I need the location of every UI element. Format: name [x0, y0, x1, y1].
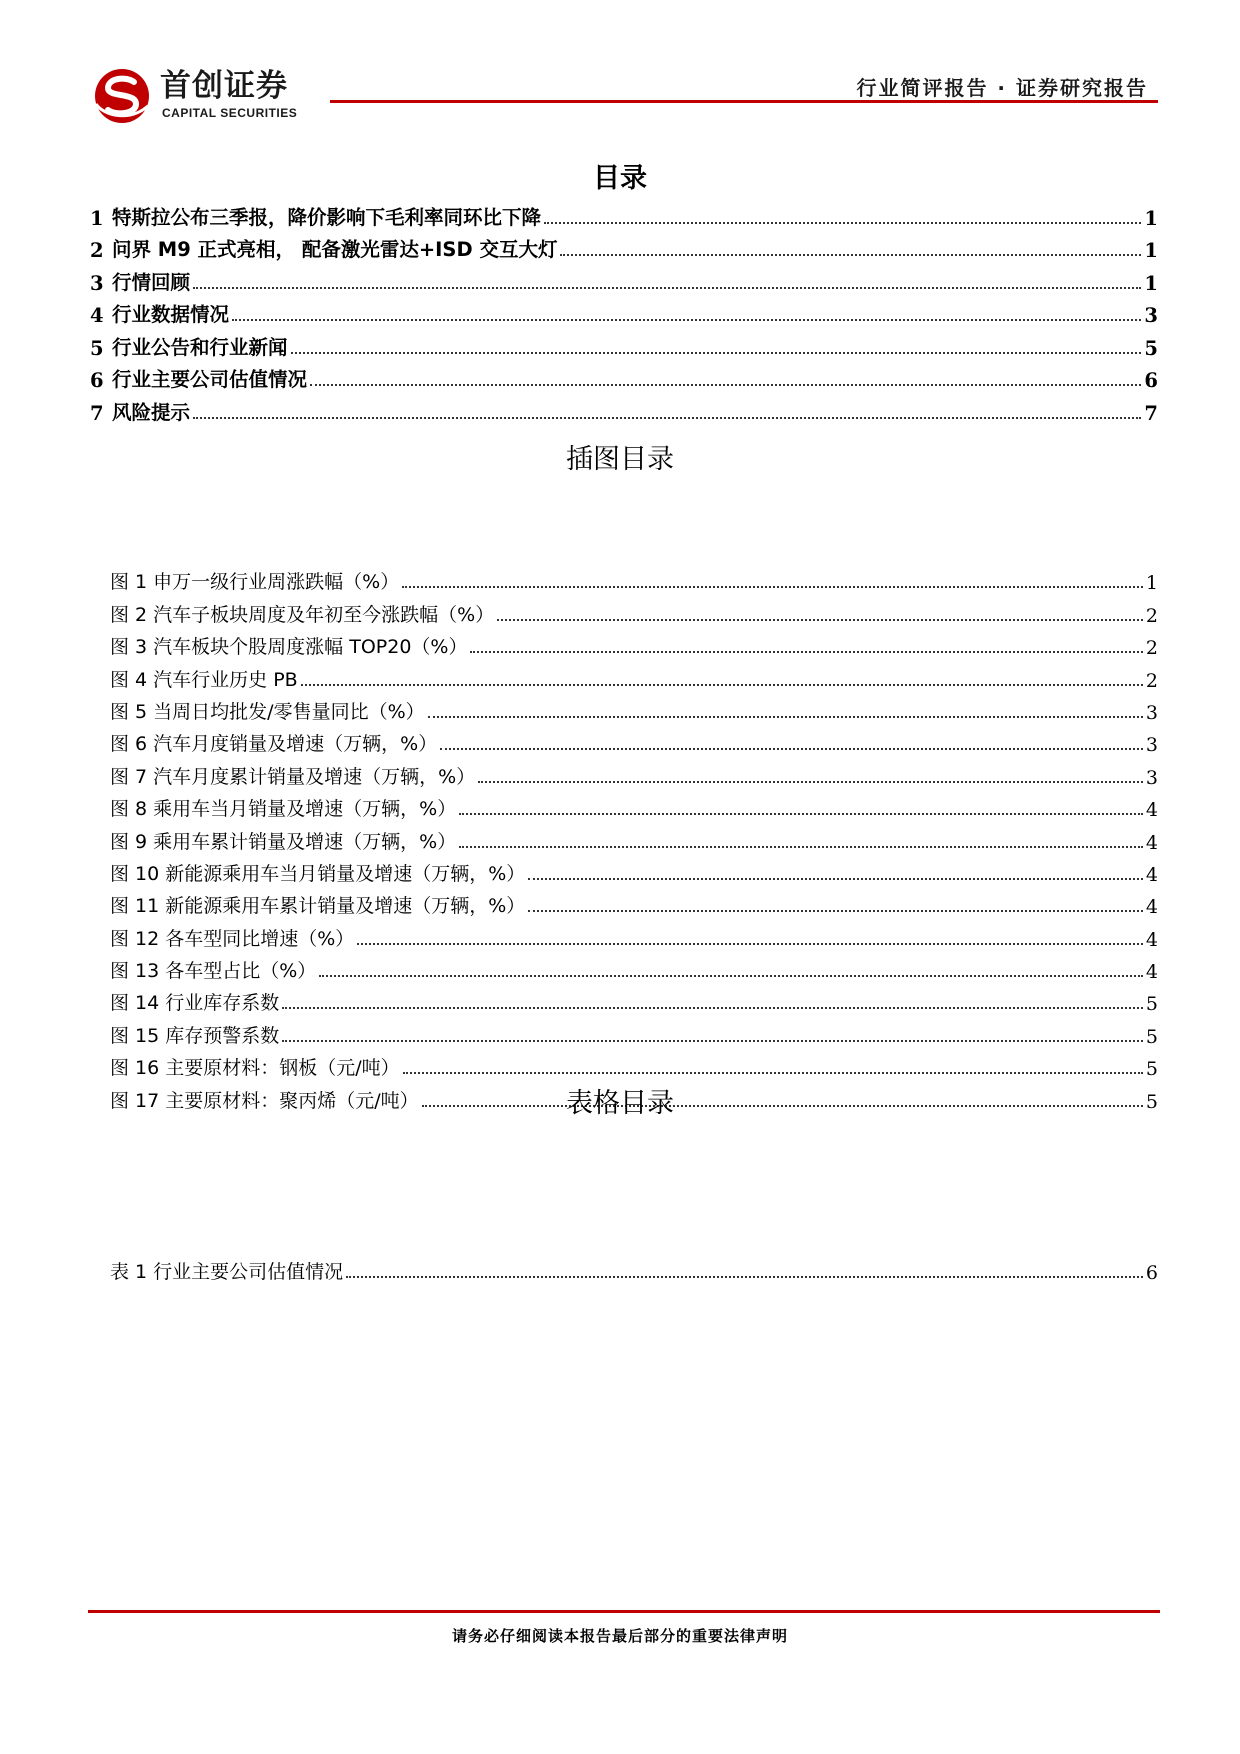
- dot-leader: [497, 619, 1143, 621]
- dot-leader: [478, 781, 1143, 783]
- header-divider: [330, 100, 1158, 103]
- toc-entry[interactable]: [90, 230, 1158, 263]
- toc-entry[interactable]: [110, 1048, 1158, 1080]
- dot-leader: [528, 910, 1143, 912]
- toc-entry-page: 1: [1145, 572, 1158, 595]
- toc-title: 目录: [593, 163, 647, 194]
- toc-entry[interactable]: [110, 659, 1158, 691]
- toc-entry-page: 5: [1145, 1025, 1158, 1048]
- toc-entry-title: 表 1 行业主要公司估值情况: [110, 1261, 344, 1283]
- dot-leader: [291, 352, 1142, 354]
- footer-divider: [88, 1610, 1160, 1613]
- toc-entry[interactable]: [110, 1015, 1158, 1047]
- toc-entry[interactable]: [110, 983, 1158, 1015]
- toc-entry[interactable]: [90, 327, 1158, 360]
- toc-entry-title: 图 16 主要原材料：钢板（元/吨）: [110, 1057, 400, 1080]
- toc-entry-title: 图 13 各车型占比（%）: [110, 960, 317, 983]
- toc-entry[interactable]: [90, 392, 1158, 425]
- dot-leader: [319, 975, 1143, 977]
- toc-entry-title: 行业公告和行业新闻: [112, 335, 288, 359]
- toc-entry[interactable]: [110, 951, 1158, 983]
- toc-entry[interactable]: [110, 789, 1158, 821]
- toc-entry[interactable]: [90, 360, 1158, 393]
- dot-leader: [560, 254, 1141, 256]
- dot-leader: [282, 1040, 1143, 1042]
- toc-entry-page: 2: [1145, 669, 1158, 692]
- toc-entry-title: 图 17 主要原材料：聚丙烯（元/吨）: [110, 1089, 419, 1112]
- toc-entry-number: 5: [90, 336, 104, 360]
- dot-leader: [528, 878, 1143, 880]
- legal-disclaimer: 请务必仔细阅读本报告最后部分的重要法律声明: [451, 1627, 788, 1645]
- toc-entry-page: 3: [1145, 734, 1158, 757]
- dot-leader: [282, 1007, 1143, 1009]
- toc-entry[interactable]: [110, 1252, 1158, 1284]
- toc-entry[interactable]: [110, 821, 1158, 853]
- toc-entry-title: 风险提示: [112, 400, 191, 424]
- report-type-label: 行业简评报告 · 证券研究报告: [856, 76, 1148, 100]
- toc-entry[interactable]: [110, 756, 1158, 788]
- toc-entry-page: 1: [1144, 271, 1158, 295]
- toc-entry-page: 2: [1145, 637, 1158, 660]
- dot-leader: [402, 586, 1143, 588]
- figures-toc-title: 插图目录: [566, 444, 674, 475]
- toc-entry[interactable]: [90, 262, 1158, 295]
- toc-entry-page: 7: [1144, 401, 1158, 425]
- toc-entry-page: 4: [1145, 961, 1158, 984]
- toc-entry-title: 图 6 汽车月度销量及增速（万辆，%）: [110, 733, 438, 756]
- dot-leader: [428, 716, 1143, 718]
- toc-entry-page: 6: [1145, 1262, 1158, 1284]
- company-logo: [90, 66, 330, 126]
- toc-entry-page: 4: [1145, 831, 1158, 854]
- dot-leader: [346, 1276, 1143, 1278]
- toc-entry-page: 5: [1145, 1090, 1158, 1113]
- toc-entry-page: 1: [1144, 206, 1158, 230]
- figures-toc-list: [110, 562, 1158, 1113]
- toc-entry-title: 图 4 汽车行业历史 PB: [110, 668, 298, 691]
- dot-leader: [440, 748, 1143, 750]
- dot-leader: [310, 384, 1141, 386]
- toc-entry-title: 行情回顾: [112, 270, 191, 294]
- toc-entry-title: 图 9 乘用车累计销量及增速（万辆，%）: [110, 830, 457, 853]
- toc-entry-number: 7: [90, 401, 104, 425]
- toc-entry-title: 图 15 库存预警系数: [110, 1024, 280, 1047]
- toc-entry[interactable]: [110, 562, 1158, 594]
- dot-leader: [193, 287, 1141, 289]
- dot-leader: [470, 651, 1142, 653]
- toc-entry-number: 3: [90, 271, 104, 295]
- toc-entry-page: 5: [1145, 1058, 1158, 1081]
- toc-entry-page: 6: [1144, 369, 1158, 392]
- dot-leader: [357, 943, 1143, 945]
- toc-entry[interactable]: [90, 197, 1158, 230]
- toc-entry-title: 图 3 汽车板块个股周度涨幅 TOP20（%）: [110, 636, 468, 659]
- toc-entry[interactable]: [110, 854, 1158, 886]
- toc-entry-page: 5: [1145, 993, 1158, 1016]
- toc-entry-title: 图 10 新能源乘用车当月销量及增速（万辆，%）: [110, 862, 526, 885]
- dot-leader: [301, 684, 1143, 686]
- toc-entry-number: 1: [90, 206, 104, 230]
- toc-entry[interactable]: [110, 692, 1158, 724]
- tables-toc-title: 表格目录: [566, 1088, 674, 1119]
- toc-entry-number: 6: [90, 369, 104, 392]
- toc-entry-title: 图 1 申万一级行业周涨跌幅（%）: [110, 571, 400, 594]
- toc-entry-page: 5: [1144, 336, 1158, 360]
- capital-securities-logo-icon: [90, 66, 154, 126]
- dot-leader: [544, 222, 1141, 224]
- toc-entry-title: 图 8 乘用车当月销量及增速（万辆，%）: [110, 798, 457, 821]
- brand-name-cn: 首创证券: [160, 68, 288, 104]
- tables-toc-list: [110, 1252, 1158, 1284]
- toc-entry-page: 4: [1145, 928, 1158, 951]
- toc-entry-title: 图 2 汽车子板块周度及年初至今涨跌幅（%）: [110, 603, 495, 626]
- toc-entry-number: 4: [90, 304, 104, 327]
- toc-entry-title: 图 11 新能源乘用车累计销量及增速（万辆，%）: [110, 895, 526, 918]
- toc-entry-page: 4: [1145, 863, 1158, 886]
- toc-entry[interactable]: [110, 918, 1158, 950]
- dot-leader: [193, 417, 1141, 419]
- toc-entry-title: 问界 M9 正式亮相， 配备激光雷达+ISD 交互大灯: [112, 238, 558, 261]
- dot-leader: [403, 1072, 1143, 1074]
- toc-entry-title: 行业主要公司估值情况: [112, 368, 308, 391]
- toc-entry[interactable]: [90, 295, 1158, 328]
- toc-entry[interactable]: [110, 886, 1158, 918]
- toc-entry[interactable]: [110, 594, 1158, 626]
- toc-entry[interactable]: [110, 724, 1158, 756]
- toc-entry-page: 3: [1145, 766, 1158, 789]
- page-header: [0, 0, 1240, 125]
- brand-name-en: CAPITAL SECURITIES: [162, 106, 298, 120]
- toc-entry-title: 特斯拉公布三季报，降价影响下毛利率同环比下降: [112, 205, 542, 229]
- toc-entry-page: 4: [1145, 799, 1158, 822]
- toc-entry-title: 图 7 汽车月度累计销量及增速（万辆，%）: [110, 765, 476, 788]
- dot-leader: [459, 813, 1143, 815]
- toc-entry-page: 4: [1145, 896, 1158, 919]
- toc-entry-title: 图 12 各车型同比增速（%）: [110, 927, 355, 950]
- toc-list: [90, 197, 1158, 425]
- toc-entry-page: 3: [1145, 701, 1158, 724]
- toc-entry-page: 1: [1144, 239, 1158, 262]
- toc-entry-page: 3: [1144, 304, 1158, 327]
- toc-entry[interactable]: [110, 627, 1158, 659]
- toc-entry-title: 行业数据情况: [112, 303, 230, 326]
- dot-leader: [459, 846, 1143, 848]
- dot-leader: [232, 319, 1141, 321]
- toc-entry-page: 2: [1145, 604, 1158, 627]
- toc-entry-title: 图 5 当周日均批发/零售量同比（%）: [110, 700, 425, 723]
- toc-entry-number: 2: [90, 239, 104, 262]
- toc-entry-title: 图 14 行业库存系数: [110, 992, 280, 1015]
